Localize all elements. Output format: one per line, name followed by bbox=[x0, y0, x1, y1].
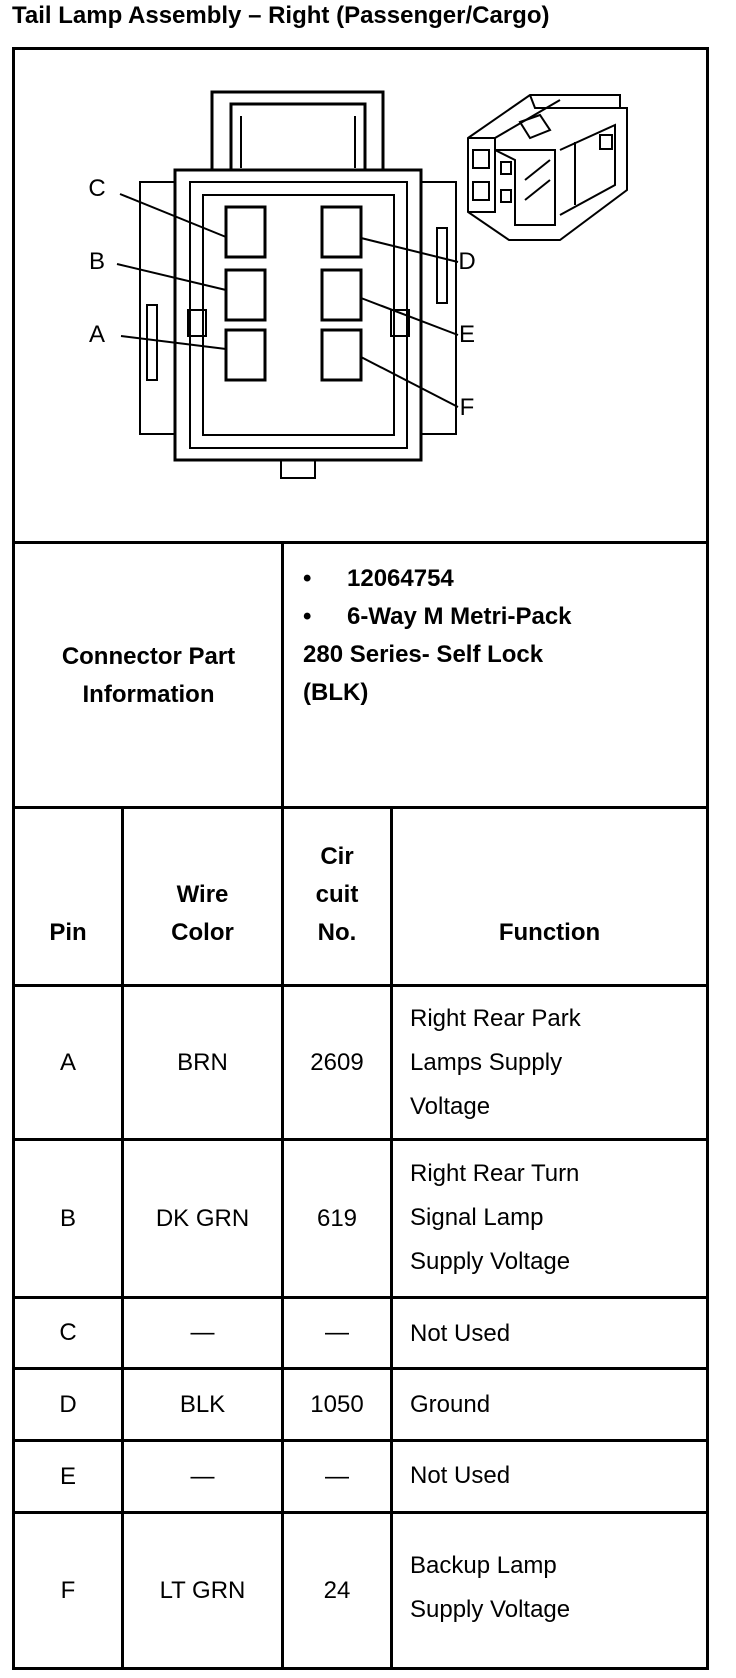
row-b-pin: B bbox=[59, 1204, 76, 1232]
row-a-function bbox=[410, 997, 581, 1129]
function-line: Voltage bbox=[410, 1093, 491, 1120]
row-d-wire: BLK bbox=[179, 1390, 226, 1418]
row-e-pin: E bbox=[59, 1462, 76, 1490]
header-cir-line: Cir bbox=[320, 843, 354, 870]
function-line: Supply Voltage bbox=[410, 1248, 571, 1275]
row-a-wire: BRN bbox=[177, 1048, 228, 1076]
row-c-wire: — bbox=[190, 1319, 215, 1346]
pin-label-b: B bbox=[88, 248, 105, 275]
header-wire-color bbox=[124, 876, 281, 952]
row-f-function bbox=[410, 1544, 570, 1632]
part-number-item bbox=[303, 560, 703, 598]
row-c-function bbox=[410, 1312, 510, 1356]
header-wire-line: Wire bbox=[176, 881, 229, 908]
connector-face-illustration bbox=[15, 50, 706, 543]
row-d-function bbox=[410, 1383, 490, 1427]
row-f-pin: F bbox=[60, 1576, 76, 1604]
function-line: Right Rear Turn bbox=[410, 1160, 580, 1187]
header-no-line: No. bbox=[317, 919, 357, 946]
pin-label-d: D bbox=[458, 248, 476, 275]
header-circuit-no bbox=[284, 838, 390, 952]
connector-info-details bbox=[303, 560, 703, 712]
row-e-circuit: — bbox=[325, 1462, 349, 1490]
function-line: Not Used bbox=[410, 1462, 511, 1489]
pin-label-c: C bbox=[88, 175, 106, 202]
row-a-circuit: 2609 bbox=[310, 1048, 364, 1076]
row-e-function bbox=[410, 1454, 510, 1498]
connector-diagram bbox=[15, 50, 706, 543]
function-line: Not Used bbox=[410, 1320, 511, 1347]
connector-type-item bbox=[303, 598, 703, 636]
connector-info-label-text: Connector Part Information bbox=[61, 642, 236, 708]
pin-label-f: F bbox=[459, 394, 475, 421]
page-title: Tail Lamp Assembly – Right (Passenger/Cargo) bbox=[12, 2, 550, 29]
function-line: Backup Lamp bbox=[410, 1552, 557, 1579]
row-b-circuit: 619 bbox=[316, 1204, 358, 1232]
row-d-pin: D bbox=[59, 1390, 77, 1418]
pin-label-e: E bbox=[458, 321, 475, 348]
pinout-sheet bbox=[12, 47, 709, 1670]
row-b-wire: DK GRN bbox=[155, 1204, 250, 1232]
color-line: (BLK) bbox=[303, 679, 369, 706]
function-line: Right Rear Park bbox=[410, 1005, 581, 1032]
bullet: • bbox=[303, 603, 312, 630]
header-pin: Pin bbox=[49, 919, 87, 946]
function-line: Signal Lamp bbox=[410, 1204, 544, 1231]
row-f-wire: LT GRN bbox=[159, 1576, 246, 1604]
row-b-function bbox=[410, 1152, 579, 1284]
pin-label-a: A bbox=[88, 321, 105, 348]
series-line: 280 Series- Self Lock bbox=[303, 641, 544, 668]
bullet: • bbox=[303, 565, 312, 592]
row-c-pin: C bbox=[59, 1319, 77, 1346]
function-line: Ground bbox=[410, 1391, 491, 1418]
connector-info-label bbox=[15, 543, 282, 808]
header-color-line: Color bbox=[171, 919, 234, 946]
row-f-circuit: 24 bbox=[323, 1576, 351, 1604]
function-line: Lamps Supply bbox=[410, 1049, 563, 1076]
row-a-pin: A bbox=[59, 1048, 76, 1076]
part-number: 12064754 bbox=[347, 565, 454, 592]
row-c-circuit: — bbox=[325, 1319, 349, 1346]
function-line: Supply Voltage bbox=[410, 1596, 571, 1623]
row-d-circuit: 1050 bbox=[310, 1390, 364, 1418]
header-cuit-line: cuit bbox=[315, 881, 359, 908]
connector-type: 6-Way M Metri-Pack bbox=[347, 603, 572, 630]
row-e-wire: — bbox=[190, 1462, 215, 1490]
header-function: Function bbox=[498, 919, 601, 946]
